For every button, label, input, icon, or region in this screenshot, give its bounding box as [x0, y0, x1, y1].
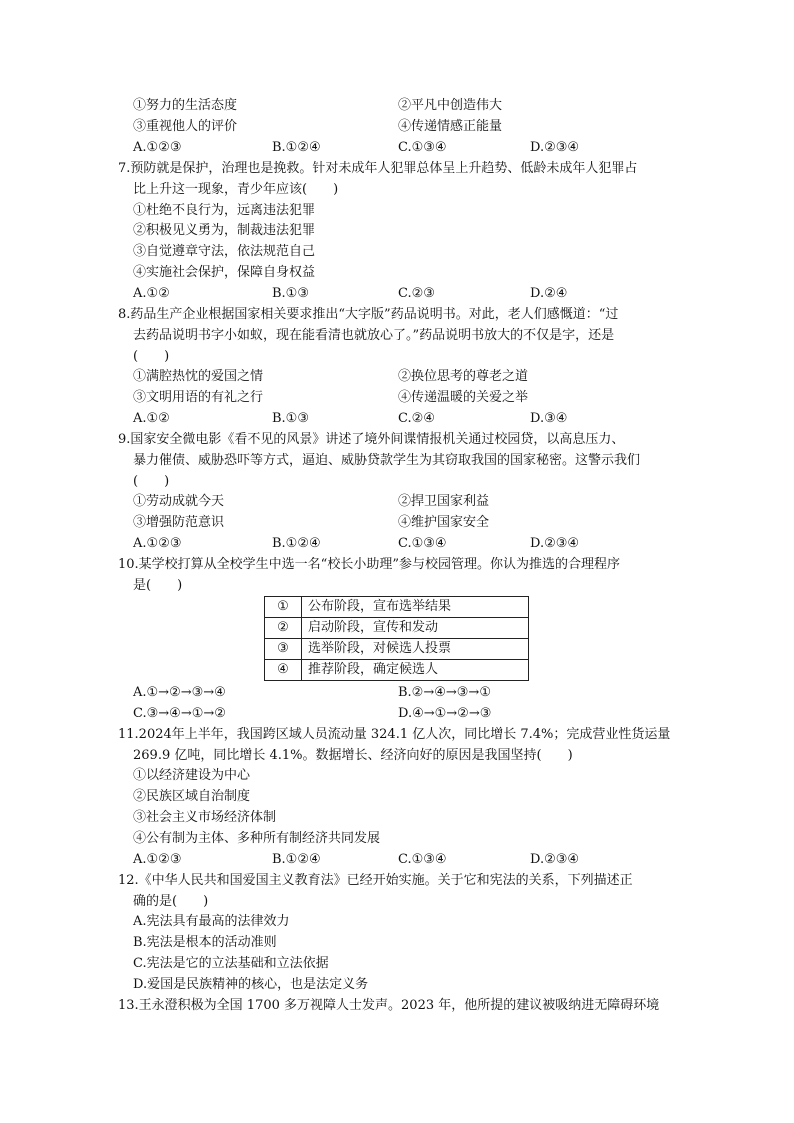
- q11-option-4: ④公有制为主体、多种所有制经济共同发展: [133, 831, 381, 846]
- q11-choice-a[interactable]: A.①②③: [133, 852, 182, 867]
- q12-choice-c[interactable]: C.宪法是它的立法基础和立法依据: [133, 956, 329, 971]
- q8-choice-c[interactable]: C.②④: [398, 411, 435, 426]
- table-row: [265, 660, 529, 681]
- q9-stem-line2: 暴力催债、威胁恐吓等方式，逼迫、威胁贷款学生为其窃取我国的国家秘密。这警示我们: [133, 453, 641, 468]
- q6-choice-c[interactable]: C.①③④: [398, 140, 447, 155]
- step-description: 选举阶段，对候选人投票: [302, 639, 529, 660]
- q9-choice-a[interactable]: A.①②③: [133, 536, 182, 551]
- q7-choice-b[interactable]: B.①③: [272, 286, 309, 301]
- q7-stem-line1: 7.预防就是保护，治理也是挽救。针对未成年人犯罪总体呈上升趋势、低龄未成年人犯罪占: [118, 161, 638, 176]
- q11-choice-d[interactable]: D.②③④: [530, 852, 580, 867]
- q13-stem-line1: 13.王永澄积极为全国 1700 多万视障人士发声。2023 年，他所提的建议被吸纳进无障碍环境: [118, 998, 660, 1013]
- q8-option-2: ②换位思考的尊老之道: [398, 369, 529, 384]
- step-number: ②: [265, 618, 302, 639]
- q6-option-4: ④传递情感正能量: [398, 119, 503, 134]
- q6-option-1: ①努力的生活态度: [133, 98, 238, 113]
- q10-stem-line2: 是( ): [133, 578, 183, 593]
- q9-option-3: ③增强防范意识: [133, 515, 225, 530]
- q11-stem-line1: 11.2024年上半年，我国跨区域人员流动量 324.1 亿人次，同比增长 7.4%；完成营业性货运量: [118, 727, 671, 742]
- q10-choice-b[interactable]: B.②→④→③→①: [398, 685, 491, 700]
- q12-choice-d[interactable]: D.爱国是民族精神的核心，也是法定义务: [133, 977, 369, 992]
- q12-choice-b[interactable]: B.宪法是根本的活动准则: [133, 935, 277, 950]
- q9-option-4: ④维护国家安全: [398, 515, 490, 530]
- q9-choice-b[interactable]: B.①②④: [272, 536, 321, 551]
- q10-stem-line1: 10.某学校打算从全校学生中选一名“校长小助理”参与校园管理。你认为推选的合理程序: [118, 557, 620, 572]
- q8-option-1: ①满腔热忱的爱国之情: [133, 369, 264, 384]
- q8-choice-b[interactable]: B.①③: [272, 411, 309, 426]
- q7-choice-c[interactable]: C.②③: [398, 286, 435, 301]
- q8-option-4: ④传递温暖的关爱之举: [398, 390, 529, 405]
- q8-stem-line1: 8.药品生产企业根据国家相关要求推出“大字版”药品说明书。对此，老人们感慨道：“过: [118, 307, 619, 322]
- q10-choice-c[interactable]: C.③→④→①→②: [133, 706, 226, 721]
- q7-option-4: ④实施社会保护，保障自身权益: [133, 265, 316, 280]
- q7-option-3: ③自觉遵章守法，依法规范自己: [133, 244, 316, 259]
- election-steps-table: [264, 596, 529, 681]
- q11-option-2: ②民族区域自治制度: [133, 789, 251, 804]
- table-row: [265, 639, 529, 660]
- step-description: 启动阶段，宣传和发动: [302, 618, 529, 639]
- q12-stem-line2: 确的是( ): [133, 894, 209, 909]
- q10-choice-a[interactable]: A.①→②→③→④: [133, 685, 226, 700]
- q7-option-1: ①杜绝不良行为，远离违法犯罪: [133, 203, 316, 218]
- q9-stem-line3: ( ): [133, 474, 170, 489]
- table-row: [265, 618, 529, 639]
- step-number: ①: [265, 597, 302, 618]
- q6-option-2: ②平凡中创造伟大: [398, 98, 503, 113]
- q9-choice-d[interactable]: D.②③④: [530, 536, 580, 551]
- q11-stem-line2: 269.9 亿吨，同比增长 4.1%。数据增长、经济向好的原因是我国坚持( ): [133, 748, 573, 763]
- q9-option-1: ①劳动成就今天: [133, 494, 225, 509]
- q6-option-3: ③重视他人的评价: [133, 119, 238, 134]
- q11-option-3: ③社会主义市场经济体制: [133, 810, 277, 825]
- q7-stem-line2: 比上升这一现象，青少年应该( ): [133, 182, 339, 197]
- table-row: [265, 597, 529, 618]
- q9-choice-c[interactable]: C.①③④: [398, 536, 447, 551]
- q6-choice-a[interactable]: A.①②③: [133, 140, 182, 155]
- q6-choice-d[interactable]: D.②③④: [530, 140, 580, 155]
- q12-choice-a[interactable]: A.宪法具有最高的法律效力: [133, 914, 290, 929]
- step-description: 推荐阶段，确定候选人: [302, 660, 529, 681]
- q9-stem-line1: 9.国家安全微电影《看不见的风景》讲述了境外间谍情报机关通过校园贷，以高息压力、: [118, 432, 625, 447]
- q8-choice-a[interactable]: A.①②: [133, 411, 170, 426]
- q8-choice-d[interactable]: D.③④: [530, 411, 568, 426]
- q11-option-1: ①以经济建设为中心: [133, 768, 251, 783]
- q6-choice-b[interactable]: B.①②④: [272, 140, 321, 155]
- step-number: ④: [265, 660, 302, 681]
- q7-option-2: ②积极见义勇为，制裁违法犯罪: [133, 223, 316, 238]
- q11-choice-c[interactable]: C.①③④: [398, 852, 447, 867]
- step-number: ③: [265, 639, 302, 660]
- q12-stem-line1: 12.《中华人民共和国爱国主义教育法》已经开始实施。关于它和宪法的关系，下列描述正: [118, 873, 633, 888]
- q10-choice-d[interactable]: D.④→①→②→③: [398, 706, 492, 721]
- step-description: 公布阶段，宣布选举结果: [302, 597, 529, 618]
- q8-stem-line3: ( ): [133, 349, 170, 364]
- q9-option-2: ②捍卫国家利益: [398, 494, 490, 509]
- q7-choice-a[interactable]: A.①②: [133, 286, 170, 301]
- q8-stem-line2: 去药品说明书字小如蚁，现在能看清也就放心了。”药品说明书放大的不仅是字，还是: [133, 328, 615, 343]
- q11-choice-b[interactable]: B.①②④: [272, 852, 321, 867]
- q8-option-3: ③文明用语的有礼之行: [133, 390, 264, 405]
- q7-choice-d[interactable]: D.②④: [530, 286, 568, 301]
